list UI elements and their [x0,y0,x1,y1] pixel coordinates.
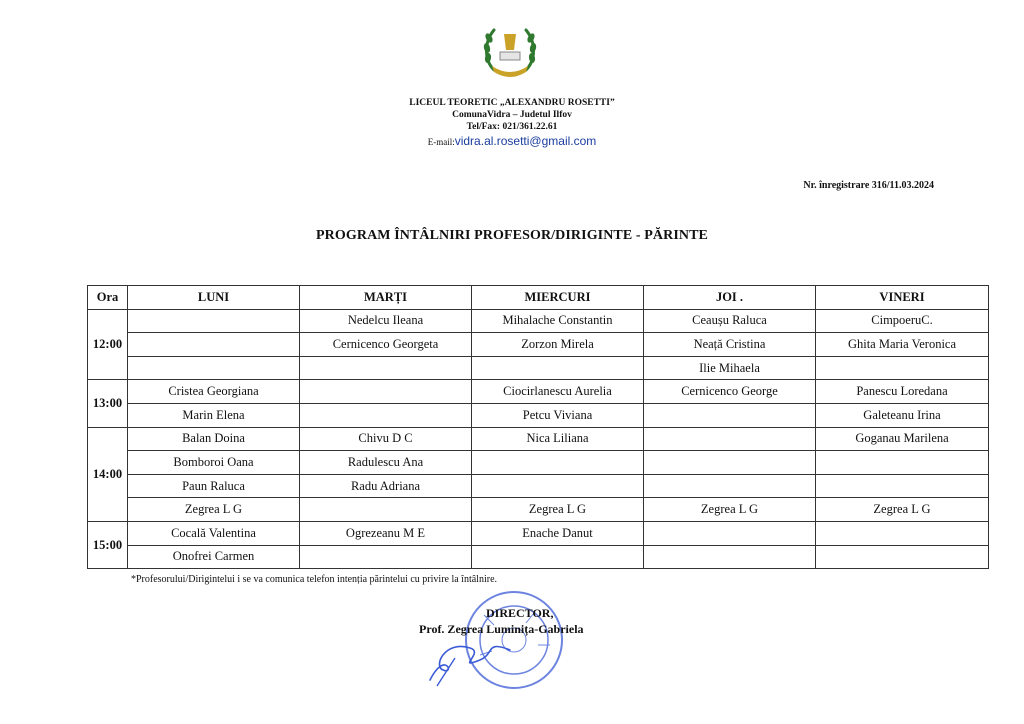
page-title: PROGRAM ÎNTÂLNIRI PROFESOR/DIRIGINTE - PĂRINTE [316,228,708,243]
email-label: E-mail: [427,137,455,147]
table-cell: Cocală Valentina [128,521,300,545]
table-cell [816,356,989,380]
table-cell [300,498,472,522]
table-cell [816,474,989,498]
table-cell: Mihalache Constantin [472,309,644,333]
table-cell: Neață Cristina [644,333,816,357]
footnote: *Profesorului/Dirigintelui i se va comunica telefon intenția părintelui cu privire la întâlnire. [131,574,498,585]
hour-cell: 15:00 [88,521,128,568]
table-row [88,309,989,333]
table-cell: Paun Raluca [128,474,300,498]
table-cell: Zegrea L G [816,498,989,522]
table-cell: Radulescu Ana [300,451,472,475]
column-header-joi: JOI . [644,286,816,310]
table-cell: Ghita Maria Veronica [816,333,989,357]
school-crest-icon [478,20,542,84]
table-cell: Zegrea L G [644,498,816,522]
table-row [88,380,989,404]
table-cell [472,545,644,569]
table-cell [128,309,300,333]
table-cell: Enache Danut [472,521,644,545]
table-cell [816,545,989,569]
table-row [88,451,989,475]
hour-cell: 13:00 [88,380,128,427]
director-name: Prof. Zegrea Luminița-Gabriela [419,622,584,636]
table-cell: Zegrea L G [128,498,300,522]
table-row [88,545,989,569]
column-header-miercuri: MIERCURI [472,286,644,310]
table-cell [816,521,989,545]
table-row [88,474,989,498]
director-title: DIRECTOR, [486,606,554,620]
table-cell: Panescu Loredana [816,380,989,404]
table-cell: Zegrea L G [472,498,644,522]
table-cell: Cernicenco Georgeta [300,333,472,357]
school-header [0,97,1024,149]
table-cell: Cernicenco George [644,380,816,404]
table-row [88,521,989,545]
table-cell [128,333,300,357]
table-cell: CimpoeruC. [816,309,989,333]
table-cell: Balan Doina [128,427,300,451]
table-cell: Zorzon Mirela [472,333,644,357]
table-cell: Ilie Mihaela [644,356,816,380]
table-cell [644,474,816,498]
school-email [0,134,1024,149]
column-header-ora: Ora [88,286,128,310]
handwritten-signature-icon [425,630,515,690]
table-cell: Nica Liliana [472,427,644,451]
table-cell [472,451,644,475]
table-cell [472,474,644,498]
table-cell: Bomboroi Oana [128,451,300,475]
table-cell: Nedelcu Ileana [300,309,472,333]
registration-number: Nr. înregistrare 316/11.03.2024 [803,180,934,191]
table-row [88,498,989,522]
table-row [88,333,989,357]
table-row [88,427,989,451]
column-header-luni: LUNI [128,286,300,310]
table-cell: Ciocirlanescu Aurelia [472,380,644,404]
table-cell [128,356,300,380]
email-link[interactable]: vidra.al.rosetti@gmail.com [454,134,597,148]
table-cell [472,356,644,380]
column-header-marti: MARȚI [300,286,472,310]
table-cell [644,427,816,451]
table-header-row [88,286,989,310]
table-cell: Cristea Georgiana [128,380,300,404]
table-cell [300,545,472,569]
table-cell [644,545,816,569]
schedule-table [87,285,989,569]
school-address: ComunaVidra – Judetul Ilfov [452,110,572,120]
table-cell [300,380,472,404]
table-cell: Ceaușu Raluca [644,309,816,333]
table-cell: Marin Elena [128,403,300,427]
table-cell: Galeteanu Irina [816,403,989,427]
table-cell: Petcu Viviana [472,403,644,427]
hour-cell: 14:00 [88,427,128,521]
table-cell: Ogrezeanu M E [300,521,472,545]
school-name: LICEUL TEORETIC „ALEXANDRU ROSETTI” [409,98,615,108]
table-cell [644,521,816,545]
table-cell [300,356,472,380]
table-cell: Radu Adriana [300,474,472,498]
table-cell: Goganau Marilena [816,427,989,451]
school-phone: Tel/Fax: 021/361.22.61 [466,122,558,132]
table-cell: Chivu D C [300,427,472,451]
column-header-vineri: VINERI [816,286,989,310]
table-cell: Onofrei Carmen [128,545,300,569]
hour-cell: 12:00 [88,309,128,380]
table-row [88,356,989,380]
table-row [88,403,989,427]
table-cell [816,451,989,475]
table-cell [300,403,472,427]
table-cell [644,403,816,427]
table-cell [644,451,816,475]
